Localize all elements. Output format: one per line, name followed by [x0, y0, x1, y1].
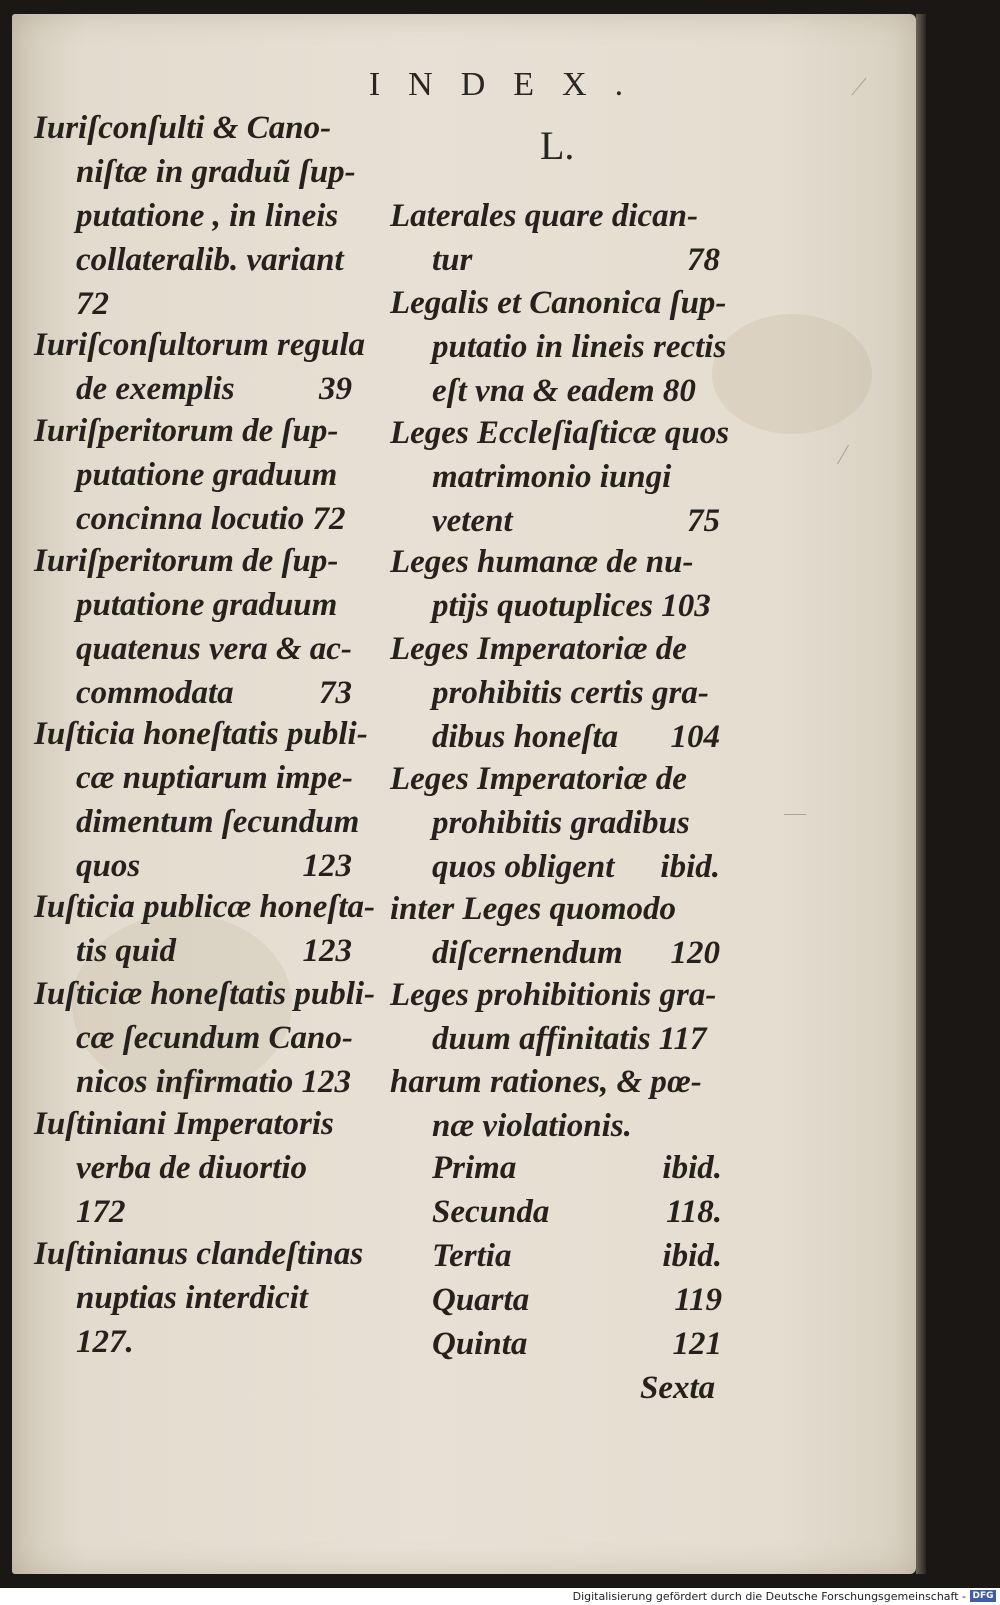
entry-line [34, 150, 356, 194]
entry-text: commodata [76, 675, 234, 711]
entry-text: matrimonio iungi [432, 458, 672, 495]
reason-label: Prima [432, 1150, 517, 1186]
entry-text: Leges humanæ de nu- [390, 544, 694, 581]
entry-line [34, 1232, 364, 1276]
entry-line [390, 801, 720, 845]
entry-text: tur [432, 242, 473, 278]
entry-text: nicos infirmatio 123 [76, 1064, 352, 1100]
reason-label: Quarta [432, 1282, 530, 1318]
entry-text: tis quid [76, 933, 176, 970]
entry-text: putatione graduum [76, 587, 338, 623]
entry-line [390, 499, 720, 543]
entry-text: diſcernendum [432, 934, 623, 971]
entry-text: dibus honeſta [432, 719, 619, 755]
entry-line [34, 409, 352, 453]
entry-line [34, 1060, 352, 1104]
entry-text: putatione graduum [76, 457, 338, 494]
entry-text: harum rationes, & pœ- [390, 1064, 702, 1100]
reason-item [432, 1234, 722, 1278]
entry-text: collateralib. variant [76, 242, 344, 278]
entry-text: dimentum ſecundum [76, 804, 360, 841]
index-entry [390, 887, 720, 975]
entry-line [390, 281, 727, 325]
entry-line [34, 1320, 352, 1364]
entry-text: quatenus vera & ac- [76, 631, 352, 667]
entry-line [390, 845, 720, 889]
entry-text: 72 [76, 286, 109, 322]
entry-text: Iuſticiæ honeſtatis publi- [34, 976, 376, 1012]
entry-text: 172 [76, 1193, 126, 1230]
entry-line [390, 715, 720, 759]
entry-text: 127. [76, 1323, 134, 1360]
index-entry [34, 712, 368, 888]
entry-line [34, 972, 376, 1016]
reason-label: Secunda [432, 1194, 550, 1230]
entry-line [34, 671, 352, 715]
page-reference: 73 [319, 675, 352, 711]
index-entry [34, 409, 352, 541]
entry-text: Iuſticia publicæ honeſta- [34, 889, 376, 926]
entry-text: eſt vna & eadem 80 [432, 372, 696, 409]
entry-text: Iuſtinianus clandeſtinas [34, 1235, 364, 1272]
funding-credit: Digitalisierung gefördert durch die Deutsche Forschungsgemeinschaft - [572, 1590, 966, 1603]
entry-text: niſtæ in graduũ ſup- [76, 154, 356, 190]
entry-line [34, 712, 368, 756]
entry-line [390, 584, 720, 628]
entry-line [34, 583, 352, 627]
entry-line [390, 238, 720, 282]
page-reference: ibid. [660, 848, 720, 885]
entry-text: verba de diuortio [76, 1149, 307, 1186]
entry-line [34, 800, 360, 844]
entry-text: prohibitis certis gra- [432, 675, 709, 711]
entry-line [390, 325, 727, 369]
page-reference: ibid. [662, 1150, 722, 1186]
entry-line [390, 887, 720, 931]
entry-line [390, 540, 720, 584]
entry-line [390, 455, 720, 499]
entry-line [34, 323, 365, 367]
entry-line [390, 1017, 720, 1061]
entry-text: Iuſticia honeſtatis publi- [34, 716, 368, 753]
entry-line [34, 106, 352, 150]
entry-text: inter Leges quomodo [390, 890, 676, 927]
entry-text: cæ nuptiarum impe- [76, 760, 353, 797]
pencil-mark [784, 814, 806, 815]
entry-line [34, 539, 352, 583]
entry-text: vetent [432, 502, 513, 539]
index-entry [34, 972, 376, 1104]
entry-text: Iuriſperitorum de ſup- [34, 543, 339, 579]
page-reference: 75 [687, 502, 720, 539]
entry-text: quos obligent [432, 848, 615, 885]
running-head: INDEX. [368, 66, 652, 103]
entry-line [34, 1016, 352, 1060]
index-entry [390, 281, 727, 413]
page-reference: 104 [670, 719, 720, 755]
dfg-logo: DFG [970, 1590, 996, 1602]
entry-line [390, 757, 720, 801]
index-entry [390, 194, 720, 282]
entry-line [390, 931, 720, 975]
entry-text: putatione , in lineis [76, 198, 339, 234]
page-reference: 78 [687, 242, 720, 278]
entry-line [34, 453, 352, 497]
index-entry [390, 973, 720, 1061]
entry-line [390, 194, 720, 238]
page-edge [916, 14, 926, 1574]
entry-line [34, 1146, 352, 1190]
entry-line [34, 367, 352, 411]
entry-text: ptijs quotuplices 103 [432, 588, 711, 625]
index-entry [390, 540, 720, 628]
page-reference: 123 [302, 848, 352, 885]
entry-text: quos [76, 848, 141, 885]
entry-line [390, 973, 720, 1017]
entry-line [390, 671, 720, 715]
reason-label: Quinta [432, 1326, 528, 1362]
entry-text: Laterales quare dican- [390, 198, 698, 234]
entry-line [390, 369, 720, 413]
index-entry [390, 411, 730, 543]
entry-text: cæ ſecundum Cano- [76, 1020, 353, 1056]
catchword: Sexta [640, 1370, 716, 1406]
entry-line [34, 1190, 352, 1234]
entry-text: duum affinitatis 117 [432, 1021, 707, 1058]
entry-text: Legalis et Canonica ſup- [390, 284, 727, 321]
index-entry [34, 1232, 364, 1364]
entry-text: Iuſtiniani Imperatoris [34, 1105, 334, 1142]
digitization-footer [0, 1588, 1000, 1605]
pencil-mark [837, 445, 849, 465]
reason-item [432, 1146, 722, 1190]
entry-text: putatio in lineis rectis [432, 328, 727, 365]
entry-text: nuptias interdicit [76, 1279, 308, 1316]
page-reference: 121 [672, 1326, 722, 1362]
entry-line [34, 238, 352, 282]
entry-line [34, 1276, 352, 1320]
entry-line [34, 929, 352, 973]
entry-text: næ violationis. [432, 1108, 632, 1144]
index-entry [390, 627, 720, 759]
reason-item [432, 1190, 722, 1234]
entry-text: Iuriſconſultorum regula [34, 326, 365, 363]
index-entry [390, 757, 720, 889]
page-reference: 39 [319, 370, 352, 407]
index-entry [34, 323, 365, 411]
page-reference: 118. [666, 1194, 722, 1230]
page-reference: 123 [302, 933, 352, 970]
entry-line [34, 885, 376, 929]
entry-text: Iuriſconſulti & Cano- [34, 110, 332, 146]
entry-text: de exemplis [76, 370, 235, 407]
entry-text: concinna locutio 72 [76, 501, 346, 538]
index-entry [34, 885, 376, 973]
entry-text: Iuriſperitorum de ſup- [34, 413, 339, 450]
index-entry [34, 539, 352, 715]
index-entry [34, 106, 356, 326]
reason-label: Tertia [432, 1238, 512, 1274]
entry-line [34, 627, 352, 671]
page-reference: 119 [674, 1282, 722, 1318]
entry-line [390, 411, 730, 455]
entry-line [390, 627, 720, 671]
index-entry [390, 1060, 720, 1148]
entry-text: Leges Eccleſiaſticæ quos [390, 414, 730, 451]
entry-line [34, 756, 352, 800]
paper-stain [712, 314, 872, 434]
entry-text: Leges prohibitionis gra- [390, 977, 717, 1014]
index-entry [34, 1102, 352, 1234]
entry-line [34, 194, 352, 238]
entry-line [390, 1104, 720, 1148]
entry-line [34, 844, 352, 888]
entry-line [34, 282, 352, 326]
reason-item [432, 1322, 722, 1366]
entry-line [34, 1102, 352, 1146]
entry-text: Leges Imperatoriæ de [390, 631, 687, 667]
entry-text: Leges Imperatoriæ de [390, 760, 687, 797]
page-reference: ibid. [662, 1238, 722, 1274]
entry-text: prohibitis gradibus [432, 804, 690, 841]
reason-item [432, 1278, 722, 1322]
section-letter: L. [540, 123, 575, 168]
entry-line [390, 1060, 720, 1104]
page-reference: 120 [670, 934, 720, 971]
entry-line [34, 497, 352, 541]
